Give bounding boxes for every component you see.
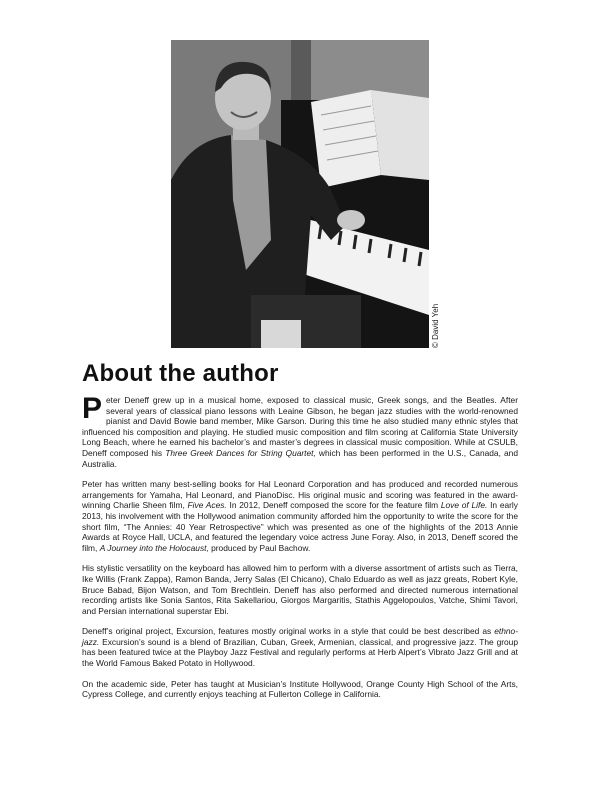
bio-paragraph-2: Peter has written many best-selling books for Hal Leonard Corporation and has produced and recorded numerous arrangements for Yamaha, Hal Leonard, and PianoDisc. His original music and scoring was featured in the award-winning Charlie Sheen film, Five Aces. In 2012, Deneff composed the score for the feature film Love of Life. In early 2013, his involvement with the Hollywood animation community afforded him the opportunity to write the score for the short film, “The Annies: 40 Year Retrospective” which was presented as one of the highlights of the 2013 Annie Awards at Royce Hall, UCLA, and featured the legendary voice actress June Foray. Also, in 2013, Deneff scored the film, A Journey into the Holocaust, produced by Paul Bachow.: [82, 479, 518, 553]
photo-credit-text: © David Yeh: [431, 303, 440, 348]
photo-icon: [171, 40, 429, 348]
page-title: About the author: [82, 360, 279, 387]
author-bio: [82, 392, 518, 710]
bio-paragraph-1: Peter Deneff grew up in a musical home, exposed to classical music, Greek songs, and the Beatles. After several years of classical piano lessons with Leaine Gibson, he began jazz studies with the world-renowned pianist and David Bowie band member, Mike Garson. During this time he also studied many ethnic styles that influenced his composition and playing. He studied music composition and film scoring at California State University Long Beach, where he earned his bachelor’s and master’s degrees in classical music composition. While at CSULB, Deneff composed his Three Greek Dances for String Quartet, which has been performed in the U.S., Canada, and Australia.: [82, 392, 518, 469]
bio-paragraph-4: Deneff’s original project, Excursion, features mostly original works in a style that could be best described as ethno-jazz. Excursion’s sound is a blend of Brazilian, Cuban, Greek, Armenian, classical, and progressive jazz. The group has been featured twice at the Playboy Jazz Festival and regularly performs at Herb Alpert’s Vibrato Jazz Grill and at the World Famous Baked Potato in Hollywood.: [82, 626, 518, 669]
bio-paragraph-3: His stylistic versatility on the keyboard has allowed him to perform with a diverse assortment of artists such as Tierra, Ike Willis (Frank Zappa), Ramon Banda, Jerry Salas (El Chicano), Chalo Eduardo as well as jazz greats, Robert Kyle, Bruce Babad, Bijon Watson, and Tom Brechtlein. Deneff has also performed and directed numerous international recording artists like Sonia Santos, Rita Sakellariou, Giorgos Margaritis, Stathis Aggelopoulos, Vatche, Shimi Tavori, and Persian international superstar Ebi.: [82, 563, 518, 616]
author-photo: [171, 40, 429, 348]
drop-cap: P: [82, 392, 103, 425]
bio-paragraph-5: On the academic side, Peter has taught at Musician’s Institute Hollywood, Orange County High School of the Arts, Cypress College, and currently enjoys teaching at Fullerton College in California.: [82, 678, 518, 700]
